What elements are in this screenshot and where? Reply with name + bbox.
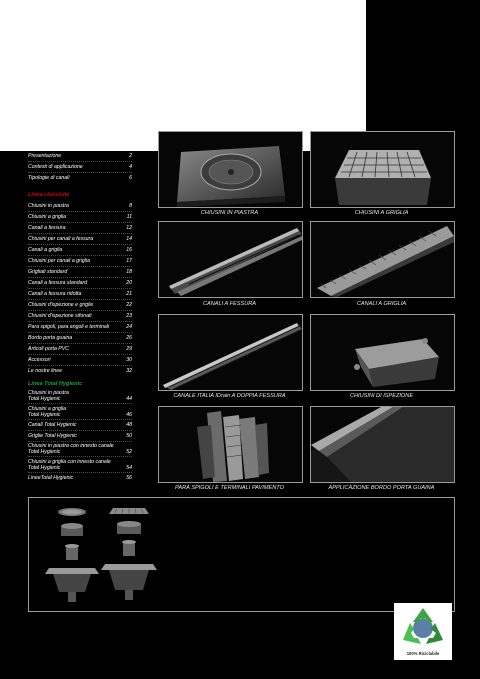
caption-chiusini-ispezione: CHIUSINI DI ISPEZIONE <box>349 393 414 399</box>
exploded-drain-panel <box>28 497 455 612</box>
toc-item-page: 6 <box>129 175 132 181</box>
toc-item-page: 46 <box>126 412 132 418</box>
divider <box>28 332 132 333</box>
toc-item[interactable] <box>28 475 132 481</box>
toc-item[interactable] <box>28 236 132 242</box>
toc-item-page: 16 <box>126 247 132 253</box>
section-heading-classic: Linea classiche <box>28 192 70 198</box>
toc-item[interactable] <box>28 313 132 319</box>
toc-item-label: Le nostre linee <box>28 368 63 374</box>
caption-para-spigoli: PARA SPIGOLI E TERMINALI PAVIMENTO <box>175 485 284 491</box>
toc-item-label: Chiusini in piastra con innesto canale Total Hygienic <box>28 443 114 455</box>
toc-item[interactable] <box>28 280 132 286</box>
toc-item-label: Chiusini a griglia Total Hygienic <box>28 406 67 418</box>
toc-item[interactable] <box>28 164 132 170</box>
toc-item-label: Grigliati standard <box>28 269 68 275</box>
toc-item-page: 32 <box>126 368 132 374</box>
divider <box>28 161 132 162</box>
divider <box>28 472 132 473</box>
toc-item-page: 30 <box>126 357 132 363</box>
toc-item[interactable] <box>28 422 132 428</box>
divider <box>28 211 132 212</box>
toc-item-page: 2 <box>129 153 132 159</box>
toc-item-page: 29 <box>126 346 132 352</box>
caption-bordo-porta-guaina: APPLICAZIONE BORDO PORTA GUAINA <box>328 485 435 491</box>
toc-item-label: Chiusini d'ispezione sifonati <box>28 313 92 319</box>
toc-item-page: 52 <box>126 449 132 455</box>
toc-item-label: Chiusini a griglia con innesto canale Total Hygienic <box>28 459 111 471</box>
toc-item-page: 20 <box>126 280 132 286</box>
divider <box>28 172 132 173</box>
toc-item[interactable] <box>28 225 132 231</box>
divider <box>28 430 132 431</box>
toc-item-page: 26 <box>126 335 132 341</box>
toc-item-label: Canali Total Hygienic <box>28 422 77 428</box>
toc-item-label: Chiusini per canali a fessura <box>28 236 94 242</box>
toc-item[interactable] <box>28 153 132 159</box>
toc-item[interactable] <box>28 203 132 209</box>
toc-item-page: 17 <box>126 258 132 264</box>
toc-item[interactable] <box>28 433 132 439</box>
toc-item[interactable] <box>28 459 132 471</box>
toc-item[interactable] <box>28 269 132 275</box>
divider <box>28 419 132 420</box>
photo-bordo-porta-guaina <box>310 406 455 483</box>
toc-item[interactable] <box>28 291 132 297</box>
toc-item-page: 18 <box>126 269 132 275</box>
recyclable-badge <box>394 603 452 660</box>
toc-item-page: 54 <box>126 465 132 471</box>
toc-item-label: Chiusini in piastra Total Hygienic <box>28 390 69 402</box>
divider <box>28 277 132 278</box>
toc-item-page: 44 <box>126 396 132 402</box>
toc-item[interactable] <box>28 406 132 418</box>
photo-chiusini-piastra <box>158 131 303 208</box>
toc-item-label: Chiusini d'ispezione e griglie <box>28 302 94 308</box>
caption-canali-griglia: CANALI A GRIGLIA <box>356 301 407 307</box>
toc-item-page: 8 <box>129 203 132 209</box>
toc-item-label: Presentazione <box>28 153 62 159</box>
photo-canali-fessura <box>158 221 303 298</box>
toc-item-label: Chiusini a griglia <box>28 214 67 220</box>
caption-chiusini-piastra: CHIUSINI IN PIASTRA <box>200 210 259 216</box>
toc-item-page: 11 <box>126 214 132 220</box>
divider <box>28 266 132 267</box>
toc-item[interactable] <box>28 390 132 402</box>
toc-item-label: Articoli porta PVC <box>28 346 69 352</box>
caption-canale-italia: CANALE ITALIA IDrain A DOPPIA FESSURA <box>173 393 286 399</box>
divider <box>28 456 132 457</box>
toc-item-label: Para spigoli, para angoli e terminali <box>28 324 110 330</box>
section-heading-hygienic: Linea Total Hygienic <box>28 381 83 387</box>
photo-canali-griglia <box>310 221 455 298</box>
toc-item-page: 24 <box>126 324 132 330</box>
divider <box>28 299 132 300</box>
photo-para-spigoli <box>158 406 303 483</box>
toc-item-label: Chiusini in piastra <box>28 203 69 209</box>
divider <box>28 441 132 442</box>
toc-item-label: Contesti di applicazione <box>28 164 83 170</box>
toc-item-page: 4 <box>129 164 132 170</box>
divider <box>28 310 132 311</box>
toc-item-label: Accessori <box>28 357 51 363</box>
toc-item[interactable] <box>28 346 132 352</box>
toc-item[interactable] <box>28 247 132 253</box>
toc-item[interactable] <box>28 302 132 308</box>
toc-item-page: 56 <box>126 475 132 481</box>
toc-item-label: Bordo porta guaina <box>28 335 73 341</box>
caption-canali-fessura: CANALI A FESSURA <box>202 301 257 307</box>
divider <box>28 365 132 366</box>
divider <box>28 255 132 256</box>
divider <box>28 288 132 289</box>
toc-item[interactable] <box>28 357 132 363</box>
divider <box>28 222 132 223</box>
toc-item-label: Canali a fessura ridotta <box>28 291 82 297</box>
exploded-drain-illustration <box>39 502 169 606</box>
divider <box>28 343 132 344</box>
toc-item-label: Canali a fessura standard <box>28 280 88 286</box>
divider <box>28 354 132 355</box>
toc-item-page: 21 <box>126 291 132 297</box>
recycle-icon <box>400 607 446 649</box>
white-title-block <box>0 0 366 151</box>
toc-item-label: LineeTotal Hygienic <box>28 475 74 481</box>
toc-item-label: Canali a griglia <box>28 247 63 253</box>
recyclable-label: 100% Riciclabile <box>406 651 440 656</box>
toc-item[interactable] <box>28 324 132 330</box>
photo-chiusini-ispezione <box>310 314 455 391</box>
toc-item-label: Tipologie di canali <box>28 175 70 181</box>
toc-item-page: 22 <box>126 302 132 308</box>
toc-item-label: Chiusini per canali a griglia <box>28 258 90 264</box>
toc-item-label: Canali a fessura <box>28 225 66 231</box>
divider <box>28 403 132 404</box>
toc-item[interactable] <box>28 175 132 181</box>
toc-item[interactable] <box>28 214 132 220</box>
divider <box>28 233 132 234</box>
toc-item-page: 23 <box>126 313 132 319</box>
toc-item-page: 48 <box>126 422 132 428</box>
photo-chiusini-griglia <box>310 131 455 208</box>
toc-item-page: 50 <box>126 433 132 439</box>
divider <box>28 244 132 245</box>
photo-canale-italia <box>158 314 303 391</box>
toc-item[interactable] <box>28 258 132 264</box>
toc-item[interactable] <box>28 368 132 374</box>
toc-item-page: 14 <box>126 236 132 242</box>
toc-item[interactable] <box>28 335 132 341</box>
toc-item-label: Griglie Total Hygienic <box>28 433 77 439</box>
toc-item[interactable] <box>28 443 132 455</box>
caption-chiusini-griglia: CHIUSINI A GRIGLIA <box>354 210 409 216</box>
divider <box>28 321 132 322</box>
toc-item-page: 12 <box>126 225 132 231</box>
